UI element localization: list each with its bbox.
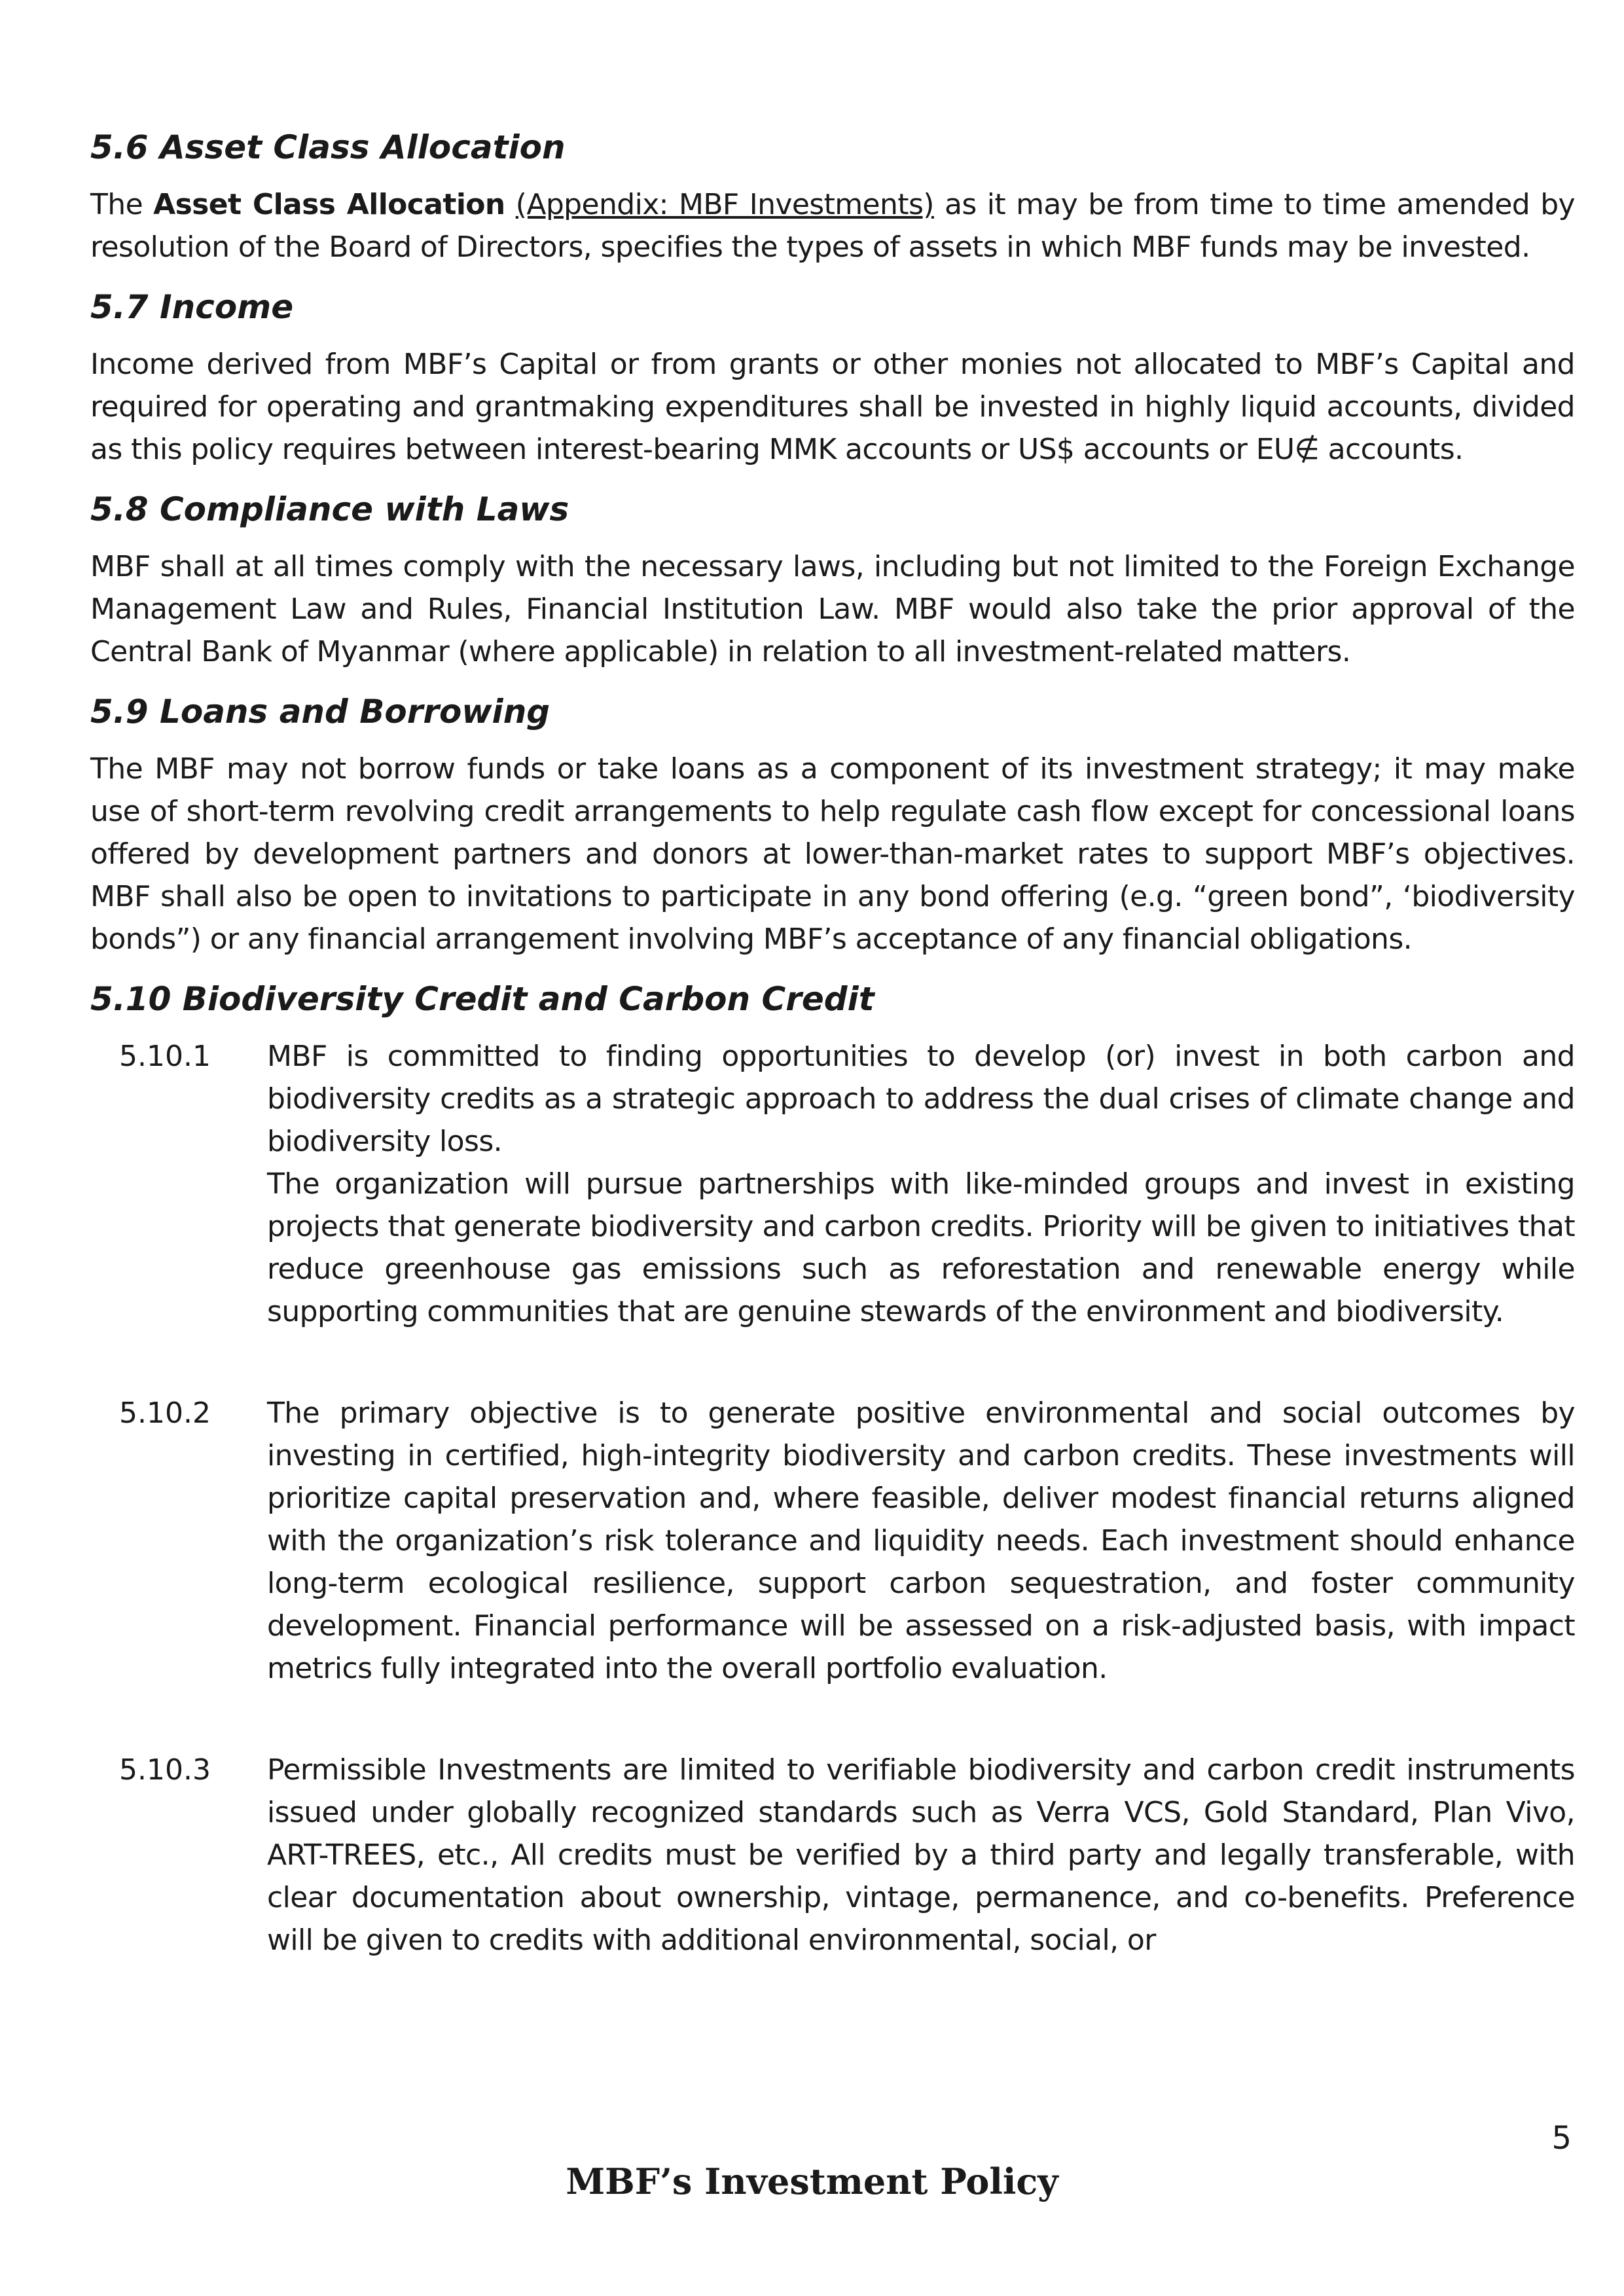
text-run: as it may be from time to time amended by resolution of the Board of Directors, specifies the types of assets in which MBF funds may be invested. [90,188,1575,264]
subsection-text [267,1749,1575,1961]
page-number: 5 [1551,2120,1572,2157]
section-heading: 5.10 Biodiversity Credit and Carbon Credit [90,980,875,1018]
subsection-text [267,1392,1575,1690]
page-footer: MBF’s Investment Policy [566,2160,1058,2202]
bold-term: Asset Class Allocation [153,188,505,221]
subsection-number: 5.10.2 [119,1396,211,1430]
section-heading: 5.9 Loans and Borrowing [90,693,550,731]
appendix-reference: (Appendix: MBF Investments) [515,188,934,221]
subsection-text [267,1035,1575,1333]
section-heading: 5.7 Income [90,288,294,326]
section-paragraph: Income derived from MBF’s Capital or from grants or other monies not allocated to MBF’s Capital and required for operating and grantmaking expenditures shall be invested in highly liquid accounts, divided as this policy requires between interest-bearing MMK accounts or US$ accounts or EU∉ accounts. [90,348,1575,466]
section-5-9 [90,689,1575,960]
subsection-5-10-2 [90,1392,1575,1690]
subsection-5-10-3 [90,1749,1575,1961]
section-paragraph: The MBF may not borrow funds or take loans as a component of its investment strategy; it may make use of short-term revolving credit arrangements to help regulate cash flow except for concessional loans offered by development partners and donors at lower-than-market rates to support MBF’s objectives. MBF shall also be open to invitations to participate in any bond offering (e.g. “green bond”, ‘biodiversity bonds”) or any financial arrangement involving MBF’s acceptance of any financial obligations. [90,752,1575,956]
subsection-paragraph: The organization will pursue partnerships with like-minded groups and invest in existing projects that generate biodiversity and carbon credits. Priority will be given to initiatives that reduce greenhouse gas emissions such as reforestation and renewable energy while supporting communities that are genuine stewards of the environment and biodiversity. [267,1167,1575,1328]
section-heading: 5.6 Asset Class Allocation [90,128,566,166]
section-heading: 5.8 Compliance with Laws [90,490,569,528]
subsection-5-10-1 [90,1035,1575,1333]
section-paragraph: MBF shall at all times comply with the necessary laws, including but not limited to the Foreign Exchange Management Law and Rules, Financial Institution Law. MBF would also take the prior approval of the Central Bank of Myanmar (where applicable) in relation to all investment-related matters. [90,550,1575,668]
subsection-number: 5.10.3 [119,1753,211,1787]
subsection-paragraph: Permissible Investments are limited to verifiable biodiversity and carbon credit instruments issued under globally recognized standards such as Verra VCS, Gold Standard, Plan Vivo, ART-TREES, etc., All credits must be verified by a third party and legally transferable, with clear documentation about ownership, vintage, permanence, and co-benefits. Preference will be given to credits with additional environmental, social, or [267,1753,1575,1957]
section-5-8 [90,486,1575,673]
subsection-paragraph: MBF is committed to finding opportunities to develop (or) invest in both carbon and biodiversity credits as a strategic approach to address the dual crises of climate change and biodiversity loss. [267,1040,1575,1158]
document-page [90,124,1575,1961]
section-5-7 [90,284,1575,471]
section-5-10 [90,976,1575,1961]
section-paragraph [90,183,1575,268]
section-5-6 [90,124,1575,268]
text-run: The [90,188,154,221]
subsection-number: 5.10.1 [119,1040,211,1073]
subsection-paragraph: The primary objective is to generate positive environmental and social outcomes by investing in certified, high-integrity biodiversity and carbon credits. These investments will prioritize capital preservation and, where feasible, deliver modest financial returns aligned with the organization’s risk tolerance and liquidity needs. Each investment should enhance long-term ecological resilience, support carbon sequestration, and foster community development. Financial performance will be assessed on a risk-adjusted basis, with impact metrics fully integrated into the overall portfolio evaluation. [267,1396,1575,1685]
